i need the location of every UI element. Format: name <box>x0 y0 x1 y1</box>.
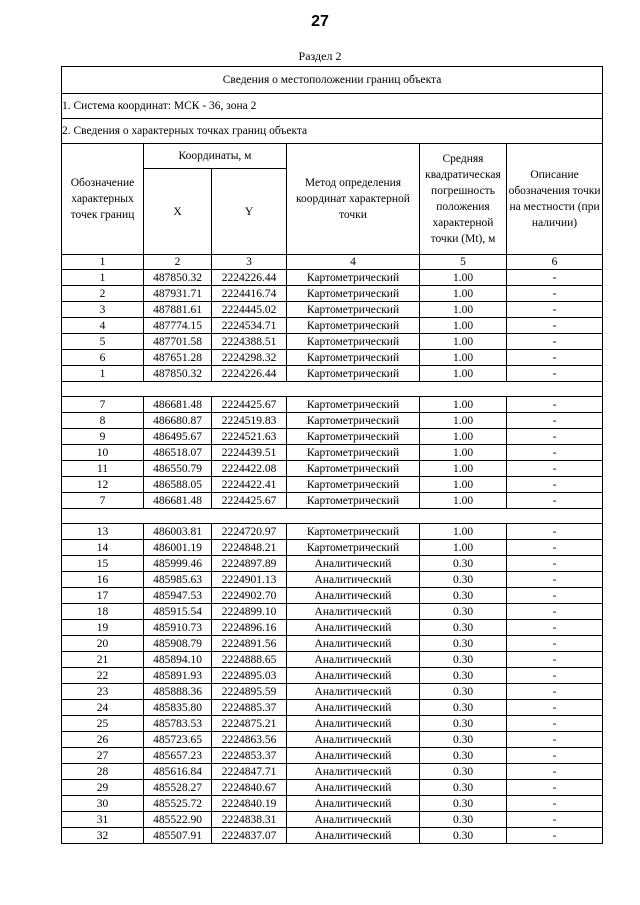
header-coordinates: Координаты, м <box>144 144 287 169</box>
point-label-cell: 27 <box>62 748 144 764</box>
y-cell: 2224720.97 <box>212 524 287 540</box>
table-row <box>62 780 603 796</box>
accuracy-cell: 0.30 <box>420 652 507 668</box>
table-title-row <box>62 67 603 94</box>
description-cell: - <box>507 318 603 334</box>
point-label-cell: 7 <box>62 397 144 413</box>
method-cell: Картометрический <box>287 461 420 477</box>
accuracy-cell: 1.00 <box>420 524 507 540</box>
description-cell: - <box>507 604 603 620</box>
x-cell: 486495.67 <box>144 429 212 445</box>
point-label-cell: 6 <box>62 350 144 366</box>
method-cell: Аналитический <box>287 620 420 636</box>
column-number: 1 <box>62 255 144 270</box>
table-row <box>62 366 603 382</box>
header-y: Y <box>212 169 287 255</box>
point-label-cell: 24 <box>62 700 144 716</box>
method-cell: Аналитический <box>287 764 420 780</box>
method-cell: Аналитический <box>287 556 420 572</box>
method-cell: Аналитический <box>287 732 420 748</box>
point-label-cell: 1 <box>62 366 144 382</box>
table-row <box>62 540 603 556</box>
description-cell: - <box>507 620 603 636</box>
accuracy-cell: 0.30 <box>420 764 507 780</box>
y-cell: 2224901.13 <box>212 572 287 588</box>
accuracy-cell: 0.30 <box>420 812 507 828</box>
description-cell: - <box>507 684 603 700</box>
x-cell: 485891.93 <box>144 668 212 684</box>
table-row <box>62 716 603 732</box>
y-cell: 2224847.71 <box>212 764 287 780</box>
x-cell: 487850.32 <box>144 270 212 286</box>
accuracy-cell: 0.30 <box>420 828 507 844</box>
method-cell: Аналитический <box>287 572 420 588</box>
description-cell: - <box>507 350 603 366</box>
table-row <box>62 318 603 334</box>
header-row-top <box>62 144 603 169</box>
table-row <box>62 397 603 413</box>
y-cell: 2224902.70 <box>212 588 287 604</box>
table-row <box>62 684 603 700</box>
y-cell: 2224521.63 <box>212 429 287 445</box>
table-row <box>62 764 603 780</box>
method-cell: Аналитический <box>287 796 420 812</box>
boundary-points-table <box>61 66 603 844</box>
table-row <box>62 477 603 493</box>
x-cell: 485616.84 <box>144 764 212 780</box>
y-cell: 2224838.31 <box>212 812 287 828</box>
point-label-cell: 17 <box>62 588 144 604</box>
x-cell: 487774.15 <box>144 318 212 334</box>
accuracy-cell: 0.30 <box>420 796 507 812</box>
table-row <box>62 286 603 302</box>
accuracy-cell: 1.00 <box>420 366 507 382</box>
y-cell: 2224416.74 <box>212 286 287 302</box>
method-cell: Аналитический <box>287 636 420 652</box>
point-label-cell: 25 <box>62 716 144 732</box>
x-cell: 485657.23 <box>144 748 212 764</box>
description-cell: - <box>507 493 603 509</box>
header-x: X <box>144 169 212 255</box>
x-cell: 485888.36 <box>144 684 212 700</box>
x-cell: 486003.81 <box>144 524 212 540</box>
method-cell: Картометрический <box>287 493 420 509</box>
point-label-cell: 22 <box>62 668 144 684</box>
point-label-cell: 5 <box>62 334 144 350</box>
accuracy-cell: 0.30 <box>420 732 507 748</box>
accuracy-cell: 0.30 <box>420 780 507 796</box>
y-cell: 2224840.67 <box>212 780 287 796</box>
x-cell: 487850.32 <box>144 366 212 382</box>
x-cell: 486680.87 <box>144 413 212 429</box>
method-cell: Картометрический <box>287 302 420 318</box>
method-cell: Аналитический <box>287 700 420 716</box>
coord-system-text: 1. Система координат: МСК - 36, зона 2 <box>62 94 603 119</box>
column-number: 2 <box>144 255 212 270</box>
table-title: Сведения о местоположении границ объекта <box>62 67 603 94</box>
y-cell: 2224853.37 <box>212 748 287 764</box>
table-row <box>62 556 603 572</box>
point-label-cell: 26 <box>62 732 144 748</box>
table-row <box>62 700 603 716</box>
description-cell: - <box>507 828 603 844</box>
accuracy-cell: 1.00 <box>420 350 507 366</box>
description-cell: - <box>507 652 603 668</box>
table-row <box>62 429 603 445</box>
accuracy-cell: 1.00 <box>420 270 507 286</box>
table-row <box>62 620 603 636</box>
group-separator <box>62 382 603 397</box>
point-label-cell: 10 <box>62 445 144 461</box>
table-row <box>62 302 603 318</box>
description-cell: - <box>507 764 603 780</box>
method-cell: Аналитический <box>287 716 420 732</box>
description-cell: - <box>507 556 603 572</box>
header-point-label: Обозначение характерных точек границ <box>62 144 144 255</box>
accuracy-cell: 0.30 <box>420 620 507 636</box>
method-cell: Картометрический <box>287 270 420 286</box>
table-row <box>62 413 603 429</box>
y-cell: 2224226.44 <box>212 366 287 382</box>
y-cell: 2224226.44 <box>212 270 287 286</box>
method-cell: Картометрический <box>287 429 420 445</box>
table-row <box>62 796 603 812</box>
description-cell: - <box>507 668 603 684</box>
y-cell: 2224519.83 <box>212 413 287 429</box>
method-cell: Картометрический <box>287 318 420 334</box>
method-cell: Картометрический <box>287 397 420 413</box>
method-cell: Картометрический <box>287 350 420 366</box>
table-row <box>62 812 603 828</box>
y-cell: 2224425.67 <box>212 493 287 509</box>
method-cell: Картометрический <box>287 524 420 540</box>
x-cell: 485908.79 <box>144 636 212 652</box>
points-title-text: 2. Сведения о характерных точках границ объекта <box>62 119 603 144</box>
x-cell: 486550.79 <box>144 461 212 477</box>
y-cell: 2224439.51 <box>212 445 287 461</box>
table-row <box>62 668 603 684</box>
method-cell: Картометрический <box>287 334 420 350</box>
table-row <box>62 636 603 652</box>
description-cell: - <box>507 732 603 748</box>
description-cell: - <box>507 700 603 716</box>
y-cell: 2224422.41 <box>212 477 287 493</box>
table-row <box>62 748 603 764</box>
y-cell: 2224899.10 <box>212 604 287 620</box>
y-cell: 2224848.21 <box>212 540 287 556</box>
x-cell: 485528.27 <box>144 780 212 796</box>
x-cell: 485985.63 <box>144 572 212 588</box>
points-title-row <box>62 119 603 144</box>
method-cell: Аналитический <box>287 748 420 764</box>
table-row <box>62 572 603 588</box>
table-body <box>62 67 603 844</box>
method-cell: Картометрический <box>287 445 420 461</box>
point-label-cell: 9 <box>62 429 144 445</box>
x-cell: 485723.65 <box>144 732 212 748</box>
table-row <box>62 652 603 668</box>
x-cell: 487931.71 <box>144 286 212 302</box>
y-cell: 2224388.51 <box>212 334 287 350</box>
description-cell: - <box>507 461 603 477</box>
accuracy-cell: 1.00 <box>420 429 507 445</box>
accuracy-cell: 1.00 <box>420 477 507 493</box>
table-row <box>62 461 603 477</box>
y-cell: 2224895.03 <box>212 668 287 684</box>
description-cell: - <box>507 413 603 429</box>
description-cell: - <box>507 445 603 461</box>
x-cell: 485507.91 <box>144 828 212 844</box>
point-label-cell: 1 <box>62 270 144 286</box>
y-cell: 2224888.65 <box>212 652 287 668</box>
accuracy-cell: 0.30 <box>420 668 507 684</box>
point-label-cell: 20 <box>62 636 144 652</box>
accuracy-cell: 1.00 <box>420 286 507 302</box>
x-cell: 485915.54 <box>144 604 212 620</box>
description-cell: - <box>507 477 603 493</box>
accuracy-cell: 0.30 <box>420 716 507 732</box>
point-label-cell: 16 <box>62 572 144 588</box>
method-cell: Аналитический <box>287 684 420 700</box>
x-cell: 486681.48 <box>144 493 212 509</box>
y-cell: 2224875.21 <box>212 716 287 732</box>
description-cell: - <box>507 366 603 382</box>
y-cell: 2224863.56 <box>212 732 287 748</box>
description-cell: - <box>507 812 603 828</box>
y-cell: 2224837.07 <box>212 828 287 844</box>
description-cell: - <box>507 588 603 604</box>
accuracy-cell: 0.30 <box>420 604 507 620</box>
x-cell: 485947.53 <box>144 588 212 604</box>
method-cell: Аналитический <box>287 652 420 668</box>
accuracy-cell: 1.00 <box>420 397 507 413</box>
table-row <box>62 493 603 509</box>
y-cell: 2224895.59 <box>212 684 287 700</box>
point-label-cell: 31 <box>62 812 144 828</box>
x-cell: 486681.48 <box>144 397 212 413</box>
header-description: Описание обозначения точки на местности (при наличии) <box>507 144 603 255</box>
x-cell: 485835.80 <box>144 700 212 716</box>
point-label-cell: 29 <box>62 780 144 796</box>
x-cell: 485894.10 <box>144 652 212 668</box>
description-cell: - <box>507 429 603 445</box>
column-number: 5 <box>420 255 507 270</box>
group-separator-row <box>62 509 603 524</box>
point-label-cell: 14 <box>62 540 144 556</box>
description-cell: - <box>507 636 603 652</box>
group-separator-row <box>62 382 603 397</box>
x-cell: 487701.58 <box>144 334 212 350</box>
accuracy-cell: 1.00 <box>420 540 507 556</box>
table-row <box>62 828 603 844</box>
x-cell: 485783.53 <box>144 716 212 732</box>
description-cell: - <box>507 796 603 812</box>
column-number-row <box>62 255 603 270</box>
y-cell: 2224534.71 <box>212 318 287 334</box>
description-cell: - <box>507 397 603 413</box>
accuracy-cell: 1.00 <box>420 445 507 461</box>
method-cell: Картометрический <box>287 366 420 382</box>
method-cell: Картометрический <box>287 286 420 302</box>
y-cell: 2224885.37 <box>212 700 287 716</box>
table-row <box>62 334 603 350</box>
x-cell: 485522.90 <box>144 812 212 828</box>
point-label-cell: 15 <box>62 556 144 572</box>
table-row <box>62 604 603 620</box>
point-label-cell: 11 <box>62 461 144 477</box>
method-cell: Картометрический <box>287 413 420 429</box>
point-label-cell: 13 <box>62 524 144 540</box>
column-number: 6 <box>507 255 603 270</box>
description-cell: - <box>507 270 603 286</box>
description-cell: - <box>507 748 603 764</box>
group-separator <box>62 509 603 524</box>
accuracy-cell: 1.00 <box>420 493 507 509</box>
x-cell: 487651.28 <box>144 350 212 366</box>
accuracy-cell: 1.00 <box>420 334 507 350</box>
point-label-cell: 12 <box>62 477 144 493</box>
accuracy-cell: 1.00 <box>420 413 507 429</box>
method-cell: Аналитический <box>287 812 420 828</box>
x-cell: 486001.19 <box>144 540 212 556</box>
column-number: 3 <box>212 255 287 270</box>
accuracy-cell: 0.30 <box>420 588 507 604</box>
method-cell: Аналитический <box>287 588 420 604</box>
x-cell: 486588.05 <box>144 477 212 493</box>
description-cell: - <box>507 716 603 732</box>
y-cell: 2224422.08 <box>212 461 287 477</box>
y-cell: 2224891.56 <box>212 636 287 652</box>
method-cell: Картометрический <box>287 540 420 556</box>
table-row <box>62 445 603 461</box>
x-cell: 485910.73 <box>144 620 212 636</box>
header-accuracy: Средняя квадратическая погрешность положения характерной точки (Mt), м <box>420 144 507 255</box>
accuracy-cell: 1.00 <box>420 318 507 334</box>
accuracy-cell: 0.30 <box>420 684 507 700</box>
y-cell: 2224425.67 <box>212 397 287 413</box>
table-row <box>62 588 603 604</box>
point-label-cell: 7 <box>62 493 144 509</box>
point-label-cell: 32 <box>62 828 144 844</box>
section-label: Раздел 2 <box>298 49 342 63</box>
y-cell: 2224445.02 <box>212 302 287 318</box>
method-cell: Аналитический <box>287 604 420 620</box>
description-cell: - <box>507 780 603 796</box>
x-cell: 486518.07 <box>144 445 212 461</box>
table-row <box>62 270 603 286</box>
coord-system-row <box>62 94 603 119</box>
description-cell: - <box>507 572 603 588</box>
header-method: Метод определения координат характерной точки <box>287 144 420 255</box>
accuracy-cell: 0.30 <box>420 748 507 764</box>
accuracy-cell: 1.00 <box>420 302 507 318</box>
description-cell: - <box>507 334 603 350</box>
y-cell: 2224298.32 <box>212 350 287 366</box>
accuracy-cell: 0.30 <box>420 700 507 716</box>
y-cell: 2224897.89 <box>212 556 287 572</box>
x-cell: 485525.72 <box>144 796 212 812</box>
table-row <box>62 524 603 540</box>
y-cell: 2224896.16 <box>212 620 287 636</box>
point-label-cell: 23 <box>62 684 144 700</box>
method-cell: Аналитический <box>287 668 420 684</box>
accuracy-cell: 0.30 <box>420 636 507 652</box>
accuracy-cell: 0.30 <box>420 556 507 572</box>
description-cell: - <box>507 540 603 556</box>
point-label-cell: 21 <box>62 652 144 668</box>
description-cell: - <box>507 286 603 302</box>
point-label-cell: 19 <box>62 620 144 636</box>
accuracy-cell: 0.30 <box>420 572 507 588</box>
method-cell: Аналитический <box>287 780 420 796</box>
x-cell: 485999.46 <box>144 556 212 572</box>
point-label-cell: 2 <box>62 286 144 302</box>
description-cell: - <box>507 302 603 318</box>
table-row <box>62 732 603 748</box>
table-row <box>62 350 603 366</box>
point-label-cell: 28 <box>62 764 144 780</box>
accuracy-cell: 1.00 <box>420 461 507 477</box>
point-label-cell: 30 <box>62 796 144 812</box>
y-cell: 2224840.19 <box>212 796 287 812</box>
point-label-cell: 4 <box>62 318 144 334</box>
point-label-cell: 8 <box>62 413 144 429</box>
description-cell: - <box>507 524 603 540</box>
point-label-cell: 18 <box>62 604 144 620</box>
point-label-cell: 3 <box>62 302 144 318</box>
method-cell: Картометрический <box>287 477 420 493</box>
page-number: 27 <box>311 13 329 30</box>
method-cell: Аналитический <box>287 828 420 844</box>
x-cell: 487881.61 <box>144 302 212 318</box>
column-number: 4 <box>287 255 420 270</box>
